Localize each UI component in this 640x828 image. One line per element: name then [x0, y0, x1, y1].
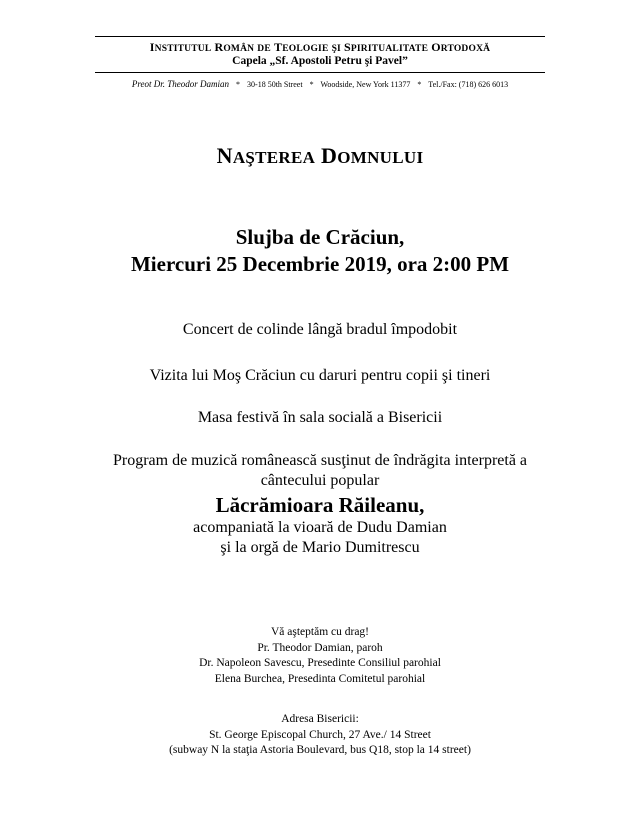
- service-datetime: Miercuri 25 Decembrie 2019, ora 2:00 PM: [130, 252, 510, 276]
- greeting: Vă aşteptăm cu drag!: [270, 626, 370, 638]
- phone-fax: Tel./Fax: (718) 626 6013: [428, 80, 509, 89]
- header-rule-bottom: [95, 72, 545, 73]
- separator-star: *: [309, 80, 314, 89]
- contact-line: [95, 79, 545, 89]
- program-item-music-line1: Program de muzică românească susţinut de îndrăgita interpretă a: [112, 452, 528, 469]
- signatory-committee: Elena Burchea, Presedinta Comitetul parohial: [214, 672, 426, 685]
- accompaniment-organ: şi la orgă de Mario Dumitrescu: [220, 539, 420, 556]
- address-block: [0, 712, 640, 759]
- program-item-carols: Concert de colinde lângă bradul împodobit: [182, 321, 458, 338]
- service-name: Slujba de Crăciun,: [235, 225, 405, 249]
- chapel-name: Capela „Sf. Apostoli Petru şi Pavel”: [232, 55, 408, 67]
- page-title: NAŞTEREA DOMNULUI: [216, 143, 424, 168]
- program-item-festive-meal: Masa festivă în sala socială a Bisericii: [197, 409, 443, 426]
- signatory-priest: Pr. Theodor Damian, paroh: [257, 641, 383, 654]
- signature-block: [0, 625, 640, 687]
- accompaniment: [0, 518, 640, 558]
- institute-name: INSTITUTUL ROMÂN DE TEOLOGIE ŞI SPIRITUALITATE ORTODOXĂ: [149, 40, 491, 54]
- singer-name: Lăcrămioara Răileanu,: [215, 493, 425, 517]
- separator-star: *: [236, 80, 241, 89]
- program-item-music-line2: cântecului popular: [260, 472, 380, 489]
- accompaniment-violin: acompaniată la vioară de Dudu Damian: [193, 519, 447, 536]
- city-address: Woodside, New York 11377: [320, 80, 411, 89]
- priest-name: Preot Dr. Theodor Damian: [131, 79, 230, 89]
- address-church: St. George Episcopal Church, 27 Ave./ 14 Street: [209, 728, 431, 741]
- address-label: Adresa Bisericii:: [281, 713, 359, 725]
- signatory-council: Dr. Napoleon Savescu, Presedinte Consiliul parohial: [199, 657, 441, 669]
- header-rule-top: [95, 36, 545, 37]
- street-address: 30-18 50th Street: [247, 80, 303, 89]
- service-heading: [0, 224, 640, 278]
- separator-star: *: [417, 80, 422, 89]
- address-directions: (subway N la staţia Astoria Boulevard, bus Q18, stop la 14 street): [169, 744, 471, 756]
- program-item-santa: Vizita lui Moş Crăciun cu daruri pentru copii şi tineri: [149, 367, 491, 384]
